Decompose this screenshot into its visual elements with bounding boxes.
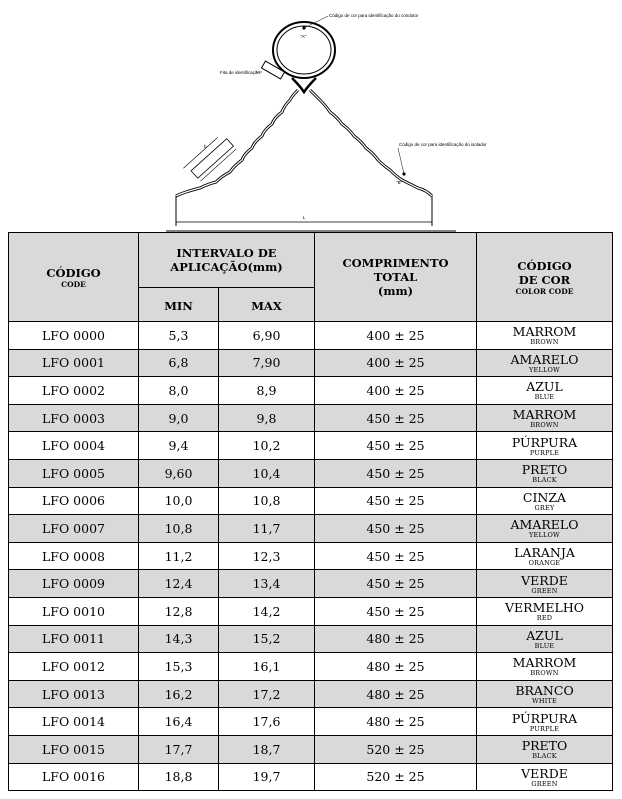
specification-table (8, 232, 613, 791)
cell-max: 17,2 (219, 680, 315, 708)
color-name-en: PURPLE (529, 724, 560, 733)
header-color-line1: CÓDIGO (517, 258, 572, 273)
preformed-tie-drawing (0, 0, 622, 232)
cell-min: 9,4 (139, 432, 219, 460)
cell-code: LFO 0004 (9, 432, 139, 460)
table-row (9, 597, 613, 625)
table-row (9, 542, 613, 570)
cell-color (477, 322, 613, 350)
cell-color (477, 487, 613, 515)
header-range (139, 233, 315, 288)
color-name-en: BLACK (532, 476, 557, 485)
color-name-en: GREEN (531, 779, 558, 788)
marker-a: "A" (300, 34, 307, 39)
cell-max: 16,1 (219, 653, 315, 681)
cell-length: 450 ± 25 (315, 515, 477, 543)
cell-min: 18,8 (139, 763, 219, 791)
color-name-en: BROWN (530, 421, 559, 430)
header-row-top (9, 233, 613, 288)
cell-code: LFO 0006 (9, 487, 139, 515)
table-row (9, 487, 613, 515)
color-name-en: PURPLE (529, 448, 560, 457)
table-row (9, 735, 613, 763)
leader-b (398, 148, 404, 174)
cell-length: 480 ± 25 (315, 625, 477, 653)
left-leg (176, 90, 298, 196)
color-name-pt: BRANCO (515, 683, 574, 699)
cell-min: 16,4 (139, 708, 219, 736)
header-code-pt: CÓDIGO (46, 265, 101, 280)
color-name-en: ORANGE (528, 559, 561, 568)
color-name-pt: AMARELO (510, 351, 579, 367)
color-name-pt: CINZA (522, 489, 567, 505)
cell-max: 8,9 (219, 377, 315, 405)
cell-length: 450 ± 25 (315, 597, 477, 625)
cell-code: LFO 0016 (9, 763, 139, 791)
color-name-pt: PÚRPURA (511, 434, 578, 450)
color-name-en: GREEN (531, 586, 558, 595)
header-color-en: COLOR CODE (515, 286, 574, 296)
color-name-en: BLUE (534, 393, 555, 402)
cell-max: 10,4 (219, 459, 315, 487)
b-dimension (183, 133, 236, 183)
cell-code: LFO 0014 (9, 708, 139, 736)
table-body (9, 322, 613, 791)
header-range-label: INTERVALO DE APLICAÇÃO(mm) (170, 246, 283, 274)
table-row (9, 459, 613, 487)
cell-min: 14,3 (139, 625, 219, 653)
cell-length: 400 ± 25 (315, 322, 477, 350)
color-name-en: YELLOW (529, 365, 560, 374)
cell-color (477, 570, 613, 598)
header-code-en: CODE (61, 279, 86, 289)
table-row (9, 432, 613, 460)
cell-min: 17,7 (139, 735, 219, 763)
color-name-pt: AMARELO (510, 517, 579, 533)
cell-min: 11,2 (139, 542, 219, 570)
cell-max: 7,90 (219, 349, 315, 377)
cell-color (477, 597, 613, 625)
cell-code: LFO 0011 (9, 625, 139, 653)
cell-max: 18,7 (219, 735, 315, 763)
cell-max: 19,7 (219, 763, 315, 791)
cell-code: LFO 0002 (9, 377, 139, 405)
cell-color (477, 653, 613, 681)
length-dimension-label: L (302, 215, 306, 220)
cell-max: 11,7 (219, 515, 315, 543)
cell-color (477, 432, 613, 460)
cell-min: 6,8 (139, 349, 219, 377)
cell-min: 16,2 (139, 680, 219, 708)
cell-code: LFO 0005 (9, 459, 139, 487)
cell-code: LFO 0007 (9, 515, 139, 543)
tie-crossing (292, 78, 316, 92)
cell-max: 14,2 (219, 597, 315, 625)
header-length-line1: COMPRIMENTO (342, 256, 449, 270)
color-name-pt: MARROM (512, 655, 577, 671)
identification-tape (261, 61, 284, 79)
table-row (9, 515, 613, 543)
color-name-pt: LARANJA (514, 545, 575, 561)
marker-b: "B" (396, 180, 403, 185)
cell-color (477, 459, 613, 487)
color-name-en: BLUE (534, 641, 555, 650)
color-name-en: RED (536, 614, 553, 623)
cell-code: LFO 0000 (9, 322, 139, 350)
cell-code: LFO 0001 (9, 349, 139, 377)
cell-length: 480 ± 25 (315, 680, 477, 708)
cell-length: 450 ± 25 (315, 459, 477, 487)
header-length (315, 233, 477, 322)
color-name-en: WHITE (532, 697, 557, 706)
color-name-pt: VERDE (521, 572, 568, 588)
table-row (9, 680, 613, 708)
table-row (9, 570, 613, 598)
cell-max: 6,90 (219, 322, 315, 350)
cell-min: 9,60 (139, 459, 219, 487)
label-conductor-color: Código de cor para identificação do condutor (329, 13, 419, 18)
cell-length: 520 ± 25 (315, 735, 477, 763)
table-row (9, 349, 613, 377)
cell-length: 400 ± 25 (315, 377, 477, 405)
cell-length: 480 ± 25 (315, 653, 477, 681)
table-row (9, 404, 613, 432)
product-diagram (0, 0, 622, 232)
color-name-en: GREY (534, 503, 555, 512)
table-row (9, 763, 613, 791)
marker-b-dot (402, 172, 405, 175)
cell-color (477, 625, 613, 653)
header-color-line2: DE COR (518, 272, 571, 287)
table-row (9, 625, 613, 653)
tie-loop (273, 22, 335, 78)
cell-length: 450 ± 25 (315, 487, 477, 515)
cell-length: 450 ± 25 (315, 432, 477, 460)
cell-color (477, 349, 613, 377)
cell-code: LFO 0013 (9, 680, 139, 708)
cell-color (477, 735, 613, 763)
cell-min: 8,0 (139, 377, 219, 405)
cell-max: 13,4 (219, 570, 315, 598)
header-min (139, 288, 219, 322)
header-color (477, 233, 613, 322)
color-name-pt: MARROM (512, 324, 577, 340)
color-name-pt: PRETO (521, 462, 568, 478)
cell-length: 450 ± 25 (315, 570, 477, 598)
cell-code: LFO 0010 (9, 597, 139, 625)
cell-min: 5,3 (139, 322, 219, 350)
color-name-pt: AZUL (526, 379, 563, 395)
header-code (9, 233, 139, 322)
color-name-pt: VERMELHO (505, 600, 584, 616)
label-insulator-color: Código de cor para identificação do isolador (399, 142, 487, 147)
cell-color (477, 763, 613, 791)
cell-code: LFO 0003 (9, 404, 139, 432)
color-name-pt: PÚRPURA (511, 710, 578, 726)
cell-min: 12,8 (139, 597, 219, 625)
color-name-pt: MARROM (512, 407, 577, 423)
cell-length: 450 ± 25 (315, 404, 477, 432)
header-min-label: MIN (164, 299, 193, 313)
cell-min: 10,0 (139, 487, 219, 515)
cell-min: 9,0 (139, 404, 219, 432)
cell-min: 10,8 (139, 515, 219, 543)
cell-length: 400 ± 25 (315, 349, 477, 377)
cell-min: 15,3 (139, 653, 219, 681)
cell-code: LFO 0008 (9, 542, 139, 570)
color-name-en: BLACK (532, 752, 557, 761)
cell-max: 10,2 (219, 432, 315, 460)
color-name-pt: AZUL (526, 627, 563, 643)
left-leg-highlight (176, 90, 298, 196)
header-max (219, 288, 315, 322)
color-name-en: YELLOW (529, 531, 560, 540)
cell-max: 12,3 (219, 542, 315, 570)
table-row (9, 377, 613, 405)
cell-color (477, 404, 613, 432)
cell-max: 10,8 (219, 487, 315, 515)
cell-max: 9,8 (219, 404, 315, 432)
cell-color (477, 680, 613, 708)
cell-length: 520 ± 25 (315, 763, 477, 791)
table-row (9, 653, 613, 681)
cell-color (477, 708, 613, 736)
marker-a-dot (302, 26, 305, 29)
color-name-pt: VERDE (521, 765, 568, 781)
cell-color (477, 515, 613, 543)
color-name-en: BROWN (530, 669, 559, 678)
cell-code: LFO 0012 (9, 653, 139, 681)
cell-max: 15,2 (219, 625, 315, 653)
cell-length: 480 ± 25 (315, 708, 477, 736)
header-length-unit: (mm) (377, 284, 414, 298)
table-row (9, 322, 613, 350)
cell-code: LFO 0009 (9, 570, 139, 598)
label-identification-tape: Fita de identificação (220, 70, 261, 75)
color-name-en: BROWN (530, 338, 559, 347)
b-dimension-label: b (204, 144, 207, 149)
header-max-label: MAX (251, 299, 282, 313)
cell-color (477, 377, 613, 405)
table-row (9, 708, 613, 736)
cell-length: 450 ± 25 (315, 542, 477, 570)
cell-color (477, 542, 613, 570)
cell-max: 17,6 (219, 708, 315, 736)
cell-code: LFO 0015 (9, 735, 139, 763)
header-length-line2: TOTAL (373, 270, 418, 284)
color-name-pt: PRETO (521, 738, 568, 754)
cell-min: 12,4 (139, 570, 219, 598)
